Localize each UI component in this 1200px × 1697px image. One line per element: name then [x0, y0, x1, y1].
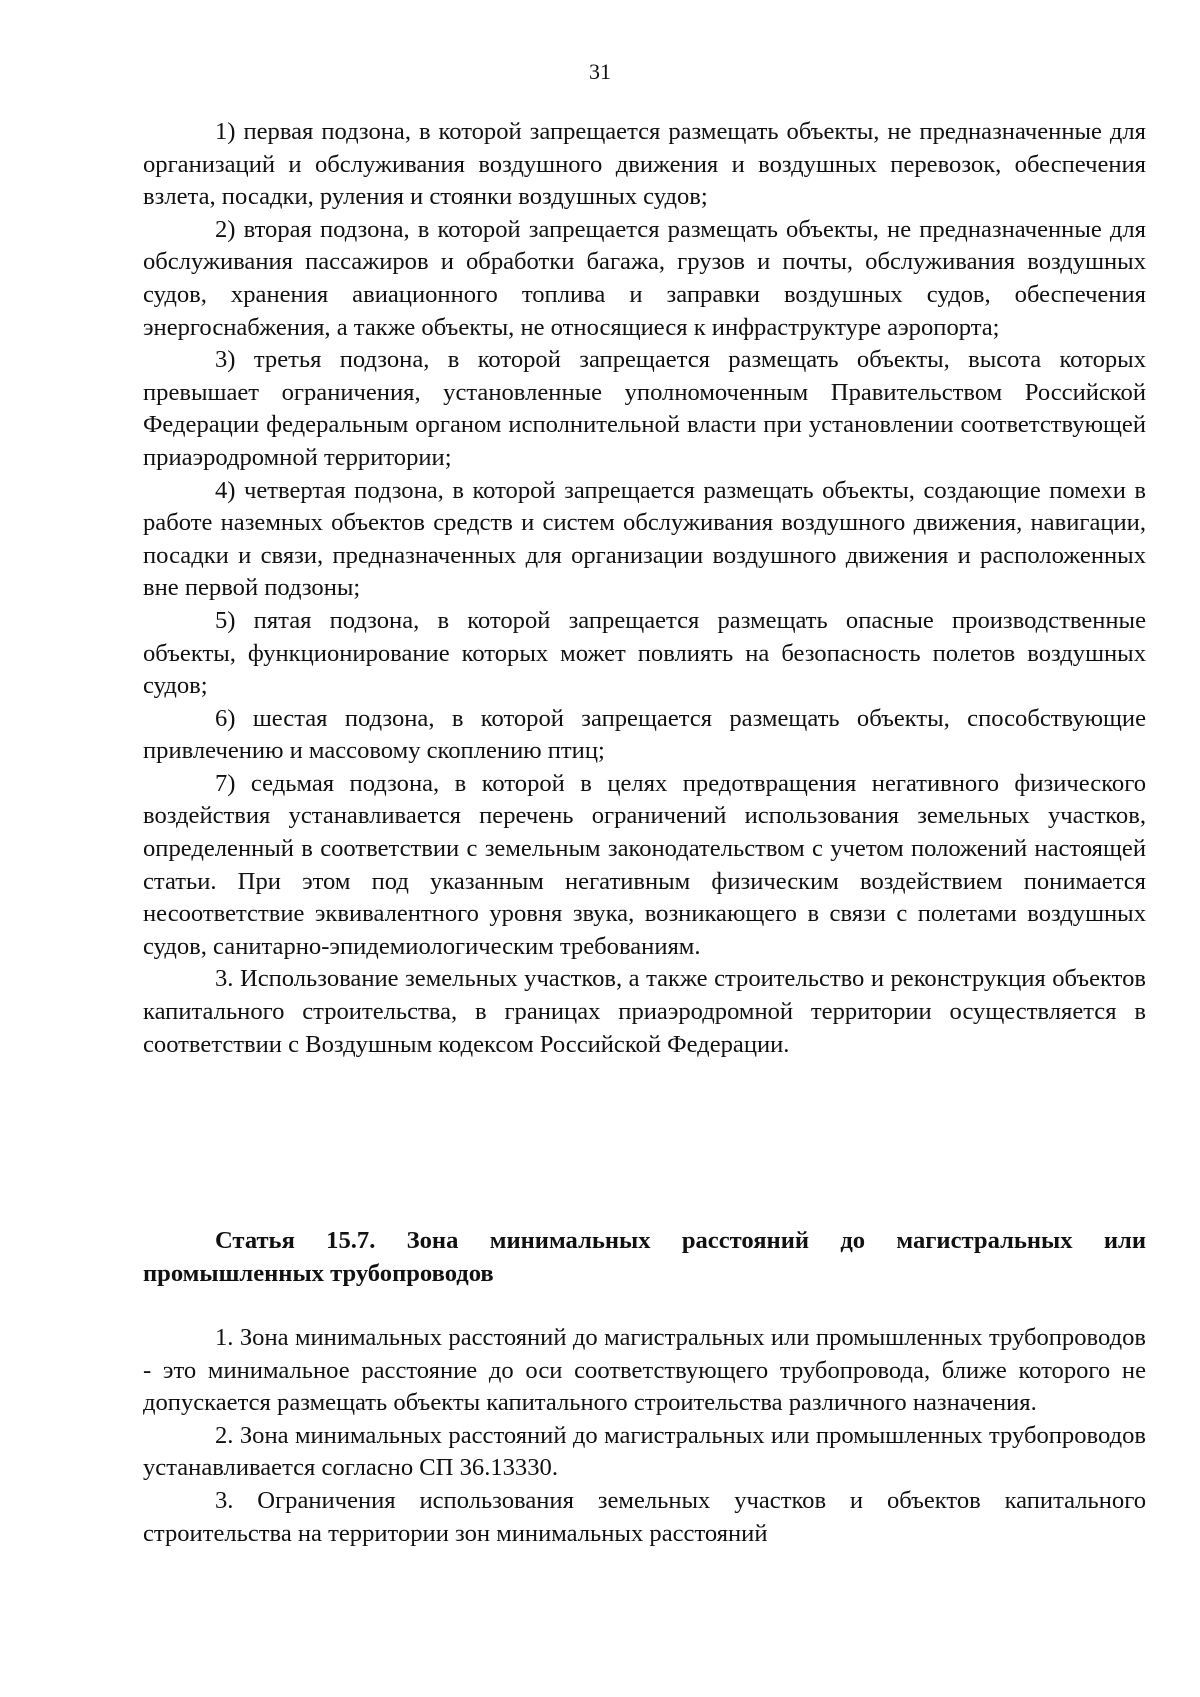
page-number: 31	[589, 59, 611, 84]
paragraph-pipeline-3: 3. Ограничения использования земельных участков и объектов капитального строительства на территории зон минимальных расстояний	[143, 1486, 1146, 1547]
lower-text-block	[143, 1322, 1146, 1550]
paragraph-subzone-3: 3) третья подзона, в которой запрещается размещать объекты, высота которых превышает ограничения, установленные уполномоченным Правительством Российской Федерации федеральным органом исполнительной власти при установлении соответствующей приаэродромной территории;	[143, 346, 1146, 471]
paragraph-pipeline-2: 2. Зона минимальных расстояний до магистральных или промышленных трубопроводов устанавливается согласно СП 36.13330.	[143, 1421, 1146, 1482]
paragraph-subzone-6: 6) шестая подзона, в которой запрещается размещать объекты, способствующие привлечению и массовому скоплению птиц;	[143, 704, 1146, 765]
paragraph-item-3-land-use: 3. Использование земельных участков, а также строительство и реконструкция объектов капитального строительства, в границах приаэродромной территории осуществляется в соответствии с Воздушным кодексом Российской Федерации.	[143, 965, 1146, 1058]
paragraph-subzone-5: 5) пятая подзона, в которой запрещается размещать опасные производственные объекты, функционирование которых может повлиять на безопасность полетов воздушных судов;	[143, 606, 1146, 700]
paragraph-subzone-2: 2) вторая подзона, в которой запрещается размещать объекты, не предназначенные для обслуживания пассажиров и обработки багажа, грузов и почты, обслуживания воздушных судов, хранения авиационного топлива и заправки воздушных судов, обеспечения энергоснабжения, а также объекты, не относящиеся к инфраструктуре аэропорта;	[143, 215, 1146, 341]
paragraph-pipeline-1: 1. Зона минимальных расстояний до магистральных или промышленных трубопроводов - это минимальное расстояние до оси соответствующего трубопровода, ближе которого не допускается размещать объекты капитального строительства различного назначения.	[143, 1324, 1146, 1417]
paragraph-subzone-1: 1) первая подзона, в которой запрещается размещать объекты, не предназначенные для организаций и обслуживания воздушного движения и воздушных перевозок, обеспечения взлета, посадки, руления и стоянки воздушных судов;	[143, 118, 1146, 211]
upper-text-block	[143, 116, 1146, 1061]
paragraph-subzone-4: 4) четвертая подзона, в которой запрещается размещать объекты, создающие помехи в работе наземных объектов средств и систем обслуживания воздушного движения, навигации, посадки и связи, предназначенных для организации воздушного движения и расположенных вне первой подзоны;	[143, 476, 1146, 602]
article-heading: Статья 15.7. Зона минимальных расстояний до магистральных или промышленных трубопроводов	[143, 1227, 1146, 1287]
paragraph-subzone-7: 7) седьмая подзона, в которой в целях предотвращения негативного физического воздействия устанавливается перечень ограничений использования земельных участков, определенный в соответствии с земельным законодательством с учетом положений настоящей статьи. При этом под указанным негативным физическим воздействием понимается несоответствие эквивалентного уровня звука, возникающего в связи с полетами воздушных судов, санитарно-эпидемиологическим требованиям.	[143, 769, 1146, 960]
